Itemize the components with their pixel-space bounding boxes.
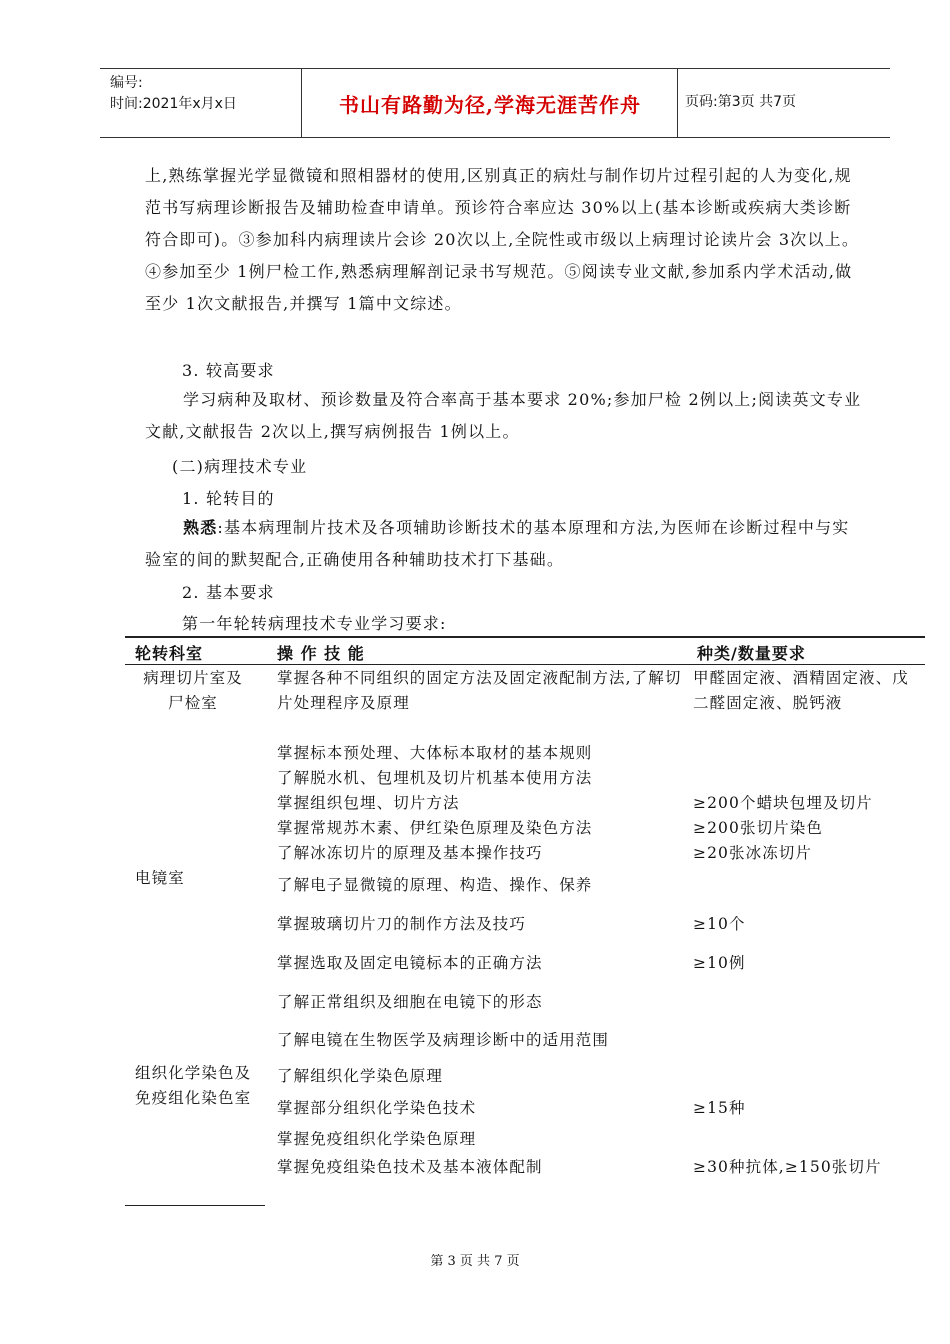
page-footer: 第 3 页 共 7 页: [430, 1254, 520, 1269]
req-cell: ≥10例: [693, 954, 746, 972]
dept-cell: 病理切片室及尸检室: [143, 669, 243, 712]
col-header-dept: 轮转科室: [135, 644, 204, 663]
req-cell: ≥200张切片染色: [693, 819, 823, 837]
number-label: 编号:: [110, 75, 143, 91]
keyword-familiar: 熟悉: [183, 518, 218, 537]
heading-basic-req: 2. 基本要求: [182, 583, 275, 602]
skill-cell: 掌握免疫组织化学染色原理: [277, 1130, 477, 1148]
skill-cell: 掌握免疫组染色技术及基本液体配制: [277, 1158, 543, 1176]
req-cell: ≥200个蜡块包埋及切片: [693, 794, 873, 812]
skill-cell: 了解电子显微镜的原理、构造、操作、保养: [277, 876, 593, 894]
header-divider: [677, 69, 678, 137]
skill-cell: 掌握组织包埋、切片方法: [277, 794, 460, 812]
req-cell: ≥30种抗体,≥150张切片: [693, 1158, 882, 1176]
dept-cell: 电镜室: [135, 869, 185, 887]
skill-cell: 了解组织化学染色原理: [277, 1067, 444, 1085]
table-header-rule: [125, 664, 925, 665]
req-cell: ≥20张冰冻切片: [693, 844, 813, 862]
req-cell: ≥10个: [693, 915, 746, 933]
paragraph-purpose: [145, 512, 865, 576]
motto: 书山有路勤为径,学海无涯苦作舟: [339, 93, 641, 117]
skill-cell: 掌握玻璃切片刀的制作方法及技巧: [277, 915, 527, 933]
skill-cell: 掌握常规苏木素、伊红染色原理及染色方法: [277, 819, 593, 837]
heading-purpose: 1. 轮转目的: [182, 489, 275, 508]
col-header-req: 种类/数量要求: [697, 644, 806, 663]
skill-cell: 了解脱水机、包埋机及切片机基本使用方法: [277, 769, 593, 787]
table-intro: 第一年轮转病理技术专业学习要求:: [182, 614, 447, 633]
table-top-rule: [125, 636, 925, 638]
header-divider: [301, 69, 302, 137]
purpose-text: :基本病理制片技术及各项辅助诊断技术的基本原理和方法,为医师在诊断过程中与实验室的间的默契配合,正确使用各种辅助技术打下基础。: [145, 518, 850, 569]
req-cell: 甲醛固定液、酒精固定液、戊二醛固定液、脱钙液: [693, 669, 909, 712]
page-header: [100, 68, 890, 138]
time-label: 时间:2021年x月x日: [110, 96, 237, 112]
page-label: 页码:第3页 共7页: [685, 94, 796, 110]
paragraph-basic-req: 上,熟练掌握光学显微镜和照相器材的使用,区别真正的病灶与制作切片过程引起的人为变化,规范书写病理诊断报告及辅助检查申请单。预诊符合率应达 30%以上(基本诊断或疾病大类诊断符合即可)。③参加科内病理读片会诊 20次以上,全院性或市级以上病理讨论读片会 3次以上。④参加至少 1例尸检工作,熟悉病理解剖记录书写规范。⑤阅读专业文献,参加系内学术活动,做至少 1次文献报告,并撰写 1篇中文综述。: [145, 166, 860, 313]
req-cell: ≥15种: [693, 1099, 746, 1117]
skill-cell: 了解冰冻切片的原理及基本操作技巧: [277, 844, 543, 862]
skill-cell: 掌握部分组织化学染色技术: [277, 1099, 477, 1117]
table-bottom-rule: [125, 1205, 265, 1206]
skill-cell: 掌握各种不同组织的固定方法及固定液配制方法,了解切片处理程序及原理: [277, 669, 682, 712]
col-header-skill: 操 作 技 能: [277, 644, 365, 663]
paragraph-higher-req: 学习病种及取材、预诊数量及符合率高于基本要求 20%;参加尸检 2例以上;阅读英文专业文献,文献报告 2次以上,撰写病例报告 1例以上。: [145, 390, 862, 441]
skill-cell: 了解正常组织及细胞在电镜下的形态: [277, 993, 543, 1011]
dept-cell: 组织化学染色及免疫组化染色室: [135, 1064, 252, 1107]
skill-cell: 掌握选取及固定电镜标本的正确方法: [277, 954, 543, 972]
heading-higher-req: 3. 较高要求: [182, 361, 275, 380]
skill-cell: 了解电镜在生物医学及病理诊断中的适用范围: [277, 1031, 610, 1049]
heading-section-2: (二)病理技术专业: [172, 457, 308, 476]
header-left: [110, 73, 237, 115]
skill-cell: 掌握标本预处理、大体标本取材的基本规则: [277, 744, 593, 762]
